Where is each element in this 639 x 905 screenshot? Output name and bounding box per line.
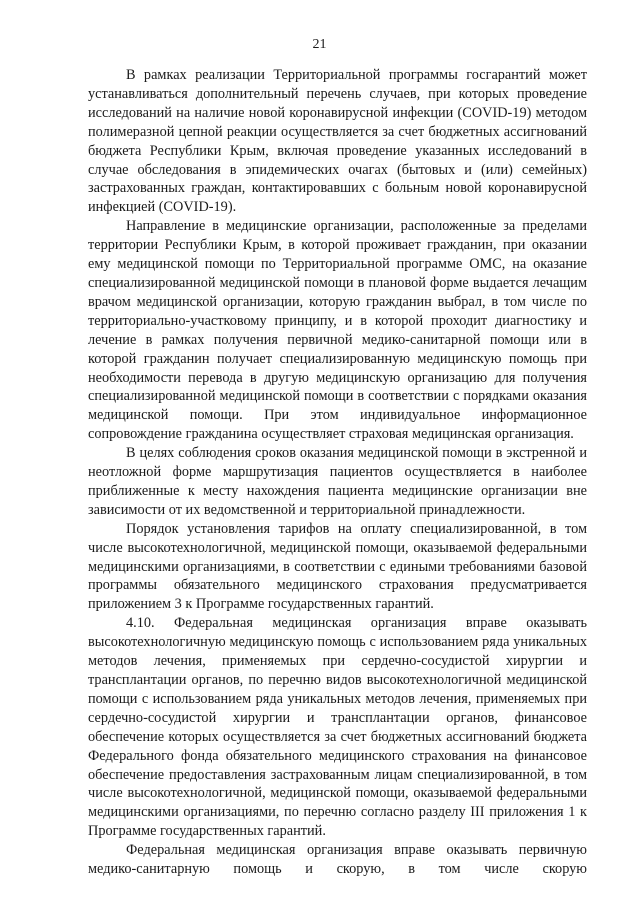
paragraph-covid-testing: В рамках реализации Территориальной программы госгарантий может устанавливаться дополнительный перечень случаев, при которых проведение исследований на наличие новой коронавирусной инфекции (COVID-19) методом полимеразной цепной реакции осуществляется за счет бюджетных ассигнований бюджета Республики Крым, включая проведение указанных исследований в случае обследования в эпидемических очагах (бытовых и (или) семейных) застрахованных граждан, контактировавших с больным новой коронавирусной инфекцией (COVID-19). — [88, 67, 587, 216]
document-body — [88, 66, 587, 879]
paragraph-tariff-procedure: Порядок установления тарифов на оплату специализированной, в том числе высокотехнологичной, медицинской помощи, оказываемой федеральными медицинскими организациями, в соответствии с едиными требованиями базовой программы обязательного медицинского страхования предусматривается приложением 3 к Программе государственных гарантий. — [88, 520, 587, 613]
paragraph-federal-primary-care: Федеральная медицинская организация вправе оказывать первичную медико-санитарную помощь и скорую, в том числе скорую — [88, 842, 587, 878]
page-number: 21 — [312, 37, 327, 52]
paragraph-section-4-10: 4.10. Федеральная медицинская организация вправе оказывать высокотехнологичную медицинскую помощь с использованием ряда уникальных методов лечения, применяемых при сердечно-сосудистой хирургии и трансплантации органов, по перечню видов высокотехнологичной медицинской помощи с использованием ряда уникальных методов лечения, применяемых при сердечно-сосудистой хирургии и трансплантации органов, финансовое обеспечение которых осуществляется за счет бюджетных ассигнований бюджета Федерального фонда обязательного медицинского страхования на финансовое обеспечение предоставления застрахованным лицам специализированной, в том числе высокотехнологичной, медицинской помощи, оказываемой федеральными медицинскими организациями, по перечню согласно разделу III приложения 1 к Программе государственных гарантий. — [88, 615, 587, 840]
paragraph-referral-outside-crimea: Направление в медицинские организации, расположенные за пределами территории Республики Крым, в которой проживает гражданин, при оказании ему медицинской помощи по Территориальной программе ОМС, на оказание специализированной медицинской помощи в плановой форме выдается лечащим врачом медицинской организации, которую гражданин выбрал, в том числе по территориально-участковому принципу, и в которой проходит диагностику и лечение в рамках получения первичной медико-санитарной помощи или в которой гражданин получает специализированную медицинскую помощь при необходимости перевода в другую медицинскую организацию для получения специализированной медицинской помощи в соответствии с порядками оказания медицинской помощи. При этом индивидуальное информационное сопровождение гражданина осуществляет страховая медицинская организация. — [88, 218, 587, 443]
paragraph-emergency-routing: В целях соблюдения сроков оказания медицинской помощи в экстренной и неотложной форме маршрутизация пациентов осуществляется в наиболее приближенные к месту нахождения пациента медицинские организации вне зависимости от их ведомственной и территориальной принадлежности. — [88, 445, 587, 518]
